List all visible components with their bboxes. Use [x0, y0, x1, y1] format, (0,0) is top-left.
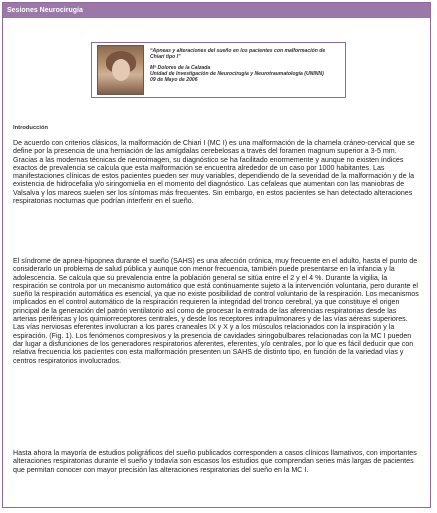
body-paragraph-1: De acuerdo con criterios clásicos, la malformación de Chiari I (MC I) es una malformación de la charnela cráneo-cervical que se define por la presencia de una herniación de las amígdalas cerebelosas a través del foramen magnum superior a 3-5 mm. Gracias a las modernas técnicas de neuroimagen, su diagnóstico se ha facilitado enormemente y aunque no existen índices exactos de prevalencia se calcula que esta malformación se encuentra alrededor de un caso por 1000 habitantes. Las manifestaciones clínicas de estos pacientes pueden ser muy variables, dependiendo de la severidad de la malformación y de la existencia de hidrocefalia y/o siringomielia en el momento del diagnóstico. Las cefaleas que aumentan con las maniobras de Valsalva y los mareos suelen ser los síntomas más frecuentes. Sin embargo, en estos pacientes se han detectado alteraciones respiratorias nocturnas que podrían interferir en el sueño. — [13, 139, 415, 206]
author-text-block — [150, 48, 340, 83]
body-paragraph-3: Hasta ahora la mayoría de estudios poligráficos del sueño publicados corresponden a casos clínicos llamativos, con importantes alteraciones respiratorias durante el sueño y todavía son escasos los estudios que comprendan series más largas de pacientes que permitan conocer con mayor precisión las alteraciones respiratorias del sueño en la MC I. — [13, 449, 417, 474]
portrait-photo-icon — [97, 45, 144, 95]
document-frame — [2, 2, 431, 508]
talk-title: “Apneas y alteraciones del sueño en los pacientes con malformación de Chiari tipo I” — [150, 48, 326, 61]
body-paragraph-2: El síndrome de apnea-hipopnea durante el sueño (SAHS) es una afección crónica, muy frecuente en el adulto, hasta el punto de considerarlo un problema de salud pública y aunque con menor frecuencia, también puede presentarse en la infancia y la adolescencia. Se calcula que su prevalencia entre la población general se sitúa entre el 2 y el 4 %. Durante la vigilia, la respiración se controla por un mecanismo automático que está continuamente sujeto a la intervención voluntaria, pero durante el sueño la respiración automática es esencial, ya que no existe posibilidad de control voluntario de la respiración. Los mecanismos implicados en el control automático de la respiración requieren la integridad del tronco cerebral, ya que constituye el origen principal de la generación del patrón ventilatorio así como de procesar la entrada de las aferencias respiratorias desde las arterias periféricas y los quimiorreceptores centrales, y desde los receptores intrapulmonares y de las vías aéreas superiores. Las vías nerviosas eferentes involucran a los pares craneales IX y X y a los músculos relacionados con la inspiración y la espiración. (Fig. 1). Los fenómenos compresivos y la presencia de cavidades siringobulbares relacionadas con la MC I pueden dar lugar a disfunciones de los generadores respiratorios aferentes, eferentes, y/o centrales, por lo que es fácil deducir que con relativa frecuencia los pacientes con esta malformación presenten un SAHS de distinto tipo, en función de la variedad vías y centros respiratorios involucrados. — [13, 257, 419, 365]
author-name: Mª Dolores de la Calzada — [150, 64, 211, 71]
talk-date: 09 de Mayo de 2006 — [150, 77, 198, 84]
photo-face-shape — [112, 59, 130, 81]
author-unit: Unidad de Investigación de Neurocirugía y Neurotraumatología (UNINN) — [150, 70, 324, 77]
section-header: Sesiones Neurocirugía — [3, 3, 430, 18]
introduction-heading: Introducción — [13, 125, 49, 131]
author-card — [91, 42, 346, 98]
